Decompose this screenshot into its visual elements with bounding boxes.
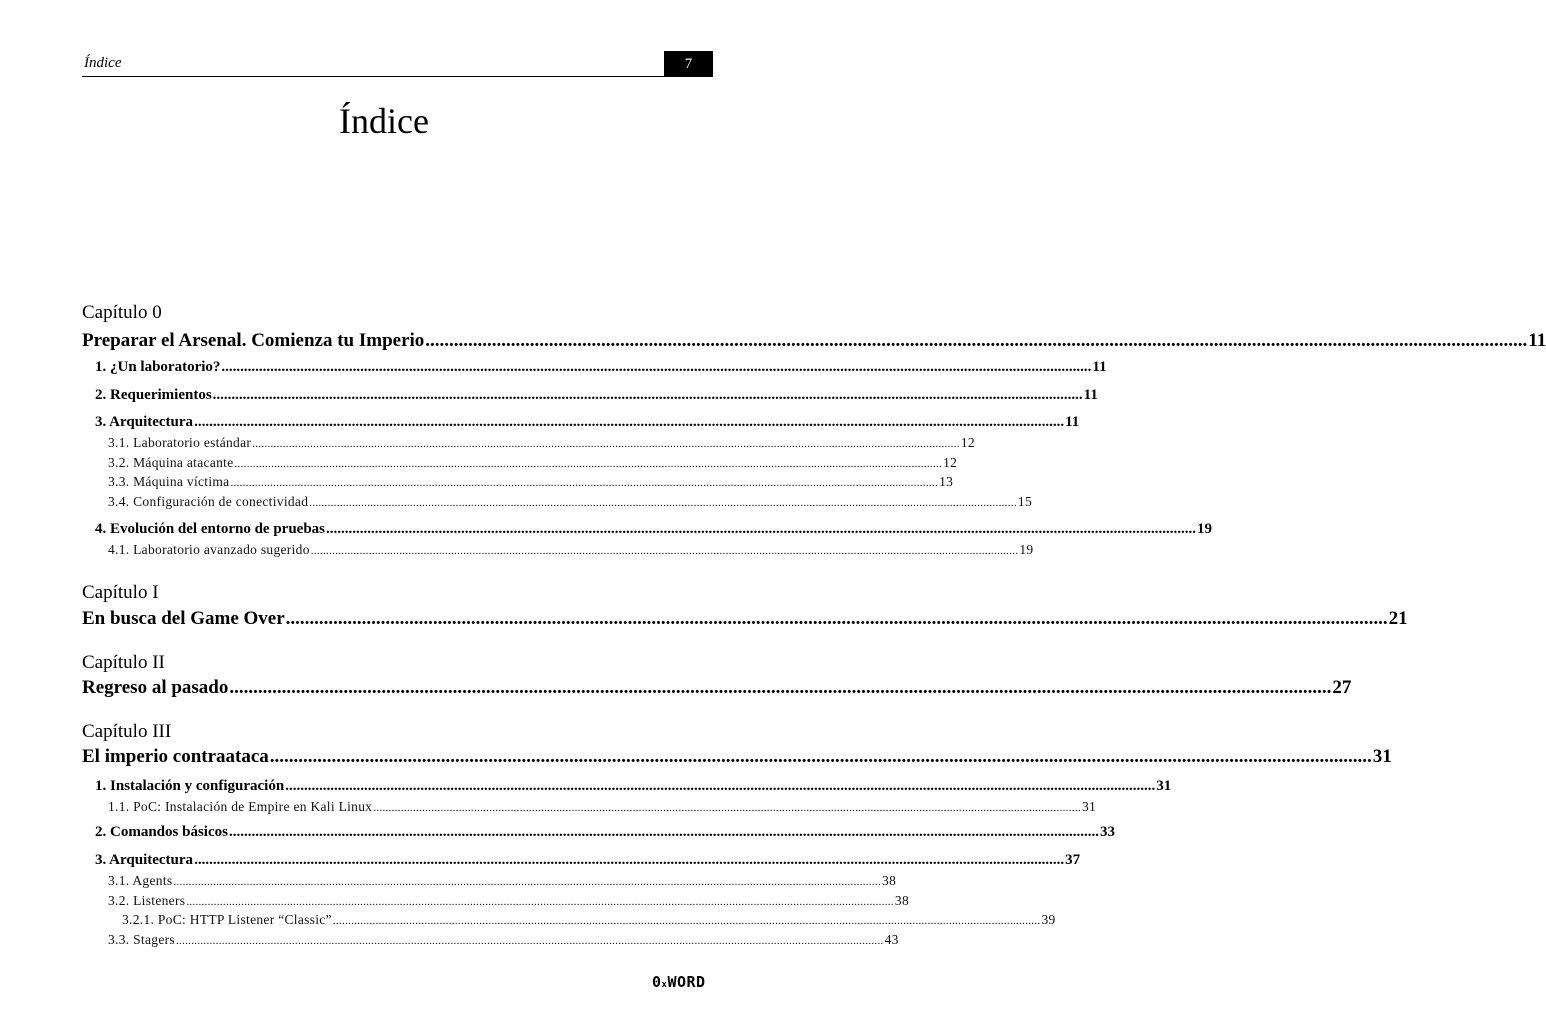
logo-text: WORD	[667, 973, 706, 991]
dot-leader: ........................................................................................................................................................................................................................................	[309, 497, 1017, 509]
toc-entry-page: 31	[1156, 778, 1172, 794]
toc-entry-label: 3.3. Stagers	[108, 932, 175, 947]
toc-entry-section[interactable]	[95, 359, 1107, 376]
dot-leader: ........................................................................................................................................................................................................................................	[310, 545, 1019, 557]
toc-entry-section[interactable]	[95, 521, 1213, 538]
dot-leader: ........................................................................................................................................................................................................................................	[194, 852, 1065, 868]
toc-entry-subsection[interactable]	[108, 474, 954, 490]
toc-entry-label: 2. Comandos básicos	[95, 824, 228, 840]
toc-entry-label: 3. Arquitectura	[95, 414, 194, 430]
toc-entry-subsection[interactable]	[108, 494, 1032, 510]
dot-leader: ........................................................................................................................................................................................................................................	[230, 477, 939, 489]
page-number-badge: 7	[664, 51, 713, 77]
dot-leader: ........................................................................................................................................................................................................................................	[373, 802, 1081, 814]
toc-entry-label: 1.1. PoC: Instalación de Empire en Kali Linux	[108, 799, 373, 814]
toc-entry-page: 43	[884, 932, 899, 947]
toc-entry-chapter[interactable]	[82, 746, 1392, 768]
dot-leader: ........................................................................................................................................................................................................................................	[326, 521, 1197, 537]
toc-entry-chapter[interactable]	[82, 608, 1408, 630]
toc-entry-label: Preparar el Arsenal. Comienza tu Imperio	[82, 330, 425, 351]
toc-entry-label: 3.1. Laboratorio estándar	[108, 435, 252, 450]
dot-leader: ........................................................................................................................................................................................................................................	[229, 677, 1332, 698]
dot-leader: ........................................................................................................................................................................................................................................	[269, 746, 1372, 767]
toc-entry-page: 33	[1099, 824, 1115, 840]
toc-entry-label: En busca del Game Over	[82, 608, 285, 629]
toc-entry-page: 27	[1332, 677, 1352, 698]
toc-entry-label: 3.2. Listeners	[108, 893, 186, 908]
toc-entry-section[interactable]	[95, 778, 1172, 795]
toc-entry-chapter[interactable]	[82, 330, 1546, 352]
toc-entry-label: 3.2.1. PoC: HTTP Listener “Classic”	[122, 912, 332, 927]
toc-entry-page: 11	[1065, 414, 1080, 430]
toc-entry-section[interactable]	[95, 852, 1081, 869]
toc-entry-subsubsection[interactable]	[122, 912, 1056, 928]
dot-leader: ........................................................................................................................................................................................................................................	[332, 915, 1041, 927]
dot-leader: ........................................................................................................................................................................................................................................	[175, 935, 884, 947]
toc-entry-subsection[interactable]	[108, 873, 897, 889]
running-header-title: Índice	[84, 55, 122, 71]
page-title: Índice	[339, 101, 429, 141]
toc-entry-page: 37	[1065, 852, 1081, 868]
dot-leader: ........................................................................................................................................................................................................................................	[285, 778, 1156, 794]
toc-entry-label: 1. ¿Un laboratorio?	[95, 359, 221, 375]
toc-entry-label: 1. Instalación y configuración	[95, 778, 285, 794]
toc-entry-page: 12	[943, 455, 958, 470]
publisher-logo	[652, 973, 706, 991]
dot-leader: ........................................................................................................................................................................................................................................	[228, 824, 1099, 840]
chapter-heading: Capítulo I	[82, 582, 159, 603]
logo-text: 0	[652, 973, 662, 991]
toc-entry-page: 31	[1081, 799, 1097, 814]
toc-entry-page: 15	[1017, 494, 1032, 509]
toc-entry-page: 19	[1197, 521, 1213, 537]
toc-entry-chapter[interactable]	[82, 677, 1352, 699]
toc-entry-section[interactable]	[95, 414, 1080, 431]
dot-leader: ........................................................................................................................................................................................................................................	[234, 458, 943, 470]
toc-entry-subsection[interactable]	[108, 435, 975, 451]
toc-entry-label: 2. Requerimientos	[95, 387, 212, 403]
dot-leader: ........................................................................................................................................................................................................................................	[221, 359, 1092, 375]
header-rule	[82, 76, 713, 77]
dot-leader: ........................................................................................................................................................................................................................................	[252, 438, 960, 450]
toc-entry-page: 12	[960, 435, 975, 450]
dot-leader: ........................................................................................................................................................................................................................................	[212, 387, 1083, 403]
toc-entry-page: 11	[1092, 359, 1107, 375]
toc-entry-page: 11	[1528, 330, 1546, 351]
toc-entry-page: 21	[1388, 608, 1408, 629]
toc-entry-subsection[interactable]	[108, 932, 899, 948]
toc-entry-label: 4.1. Laboratorio avanzado sugerido	[108, 542, 310, 557]
toc-entry-subsection[interactable]	[108, 455, 958, 471]
toc-entry-label: 3.1. Agents	[108, 873, 173, 888]
toc-entry-page: 31	[1372, 746, 1392, 767]
toc-entry-label: 3.2. Máquina atacante	[108, 455, 234, 470]
toc-entry-page: 38	[882, 873, 897, 888]
toc-entry-label: Regreso al pasado	[82, 677, 229, 698]
toc-entry-section[interactable]	[95, 824, 1115, 841]
chapter-heading: Capítulo III	[82, 721, 172, 742]
toc-entry-label: El imperio contraataca	[82, 746, 269, 767]
toc-entry-label: 3. Arquitectura	[95, 852, 194, 868]
dot-leader: ........................................................................................................................................................................................................................................	[285, 608, 1388, 629]
toc-entry-page: 11	[1083, 387, 1098, 403]
dot-leader: ........................................................................................................................................................................................................................................	[173, 876, 882, 888]
chapter-heading: Capítulo II	[82, 652, 165, 673]
toc-entry-subsection[interactable]	[108, 799, 1097, 815]
toc-entry-subsection[interactable]	[108, 542, 1034, 558]
dot-leader: ........................................................................................................................................................................................................................................	[186, 896, 894, 908]
dot-leader: ........................................................................................................................................................................................................................................	[425, 330, 1528, 351]
toc-entry-section[interactable]	[95, 387, 1098, 404]
dot-leader: ........................................................................................................................................................................................................................................	[194, 414, 1065, 430]
toc-entry-label: 3.4. Configuración de conectividad	[108, 494, 309, 509]
toc-entry-page: 39	[1041, 912, 1056, 927]
toc-entry-label: 3.3. Máquina víctima	[108, 474, 230, 489]
toc-entry-label: 4. Evolución del entorno de pruebas	[95, 521, 326, 537]
toc-entry-subsection[interactable]	[108, 893, 910, 909]
toc-entry-page: 38	[894, 893, 910, 908]
toc-entry-page: 19	[1019, 542, 1034, 557]
toc-entry-page: 13	[939, 474, 954, 489]
logo-text: x	[661, 980, 668, 990]
chapter-heading: Capítulo 0	[82, 302, 162, 323]
